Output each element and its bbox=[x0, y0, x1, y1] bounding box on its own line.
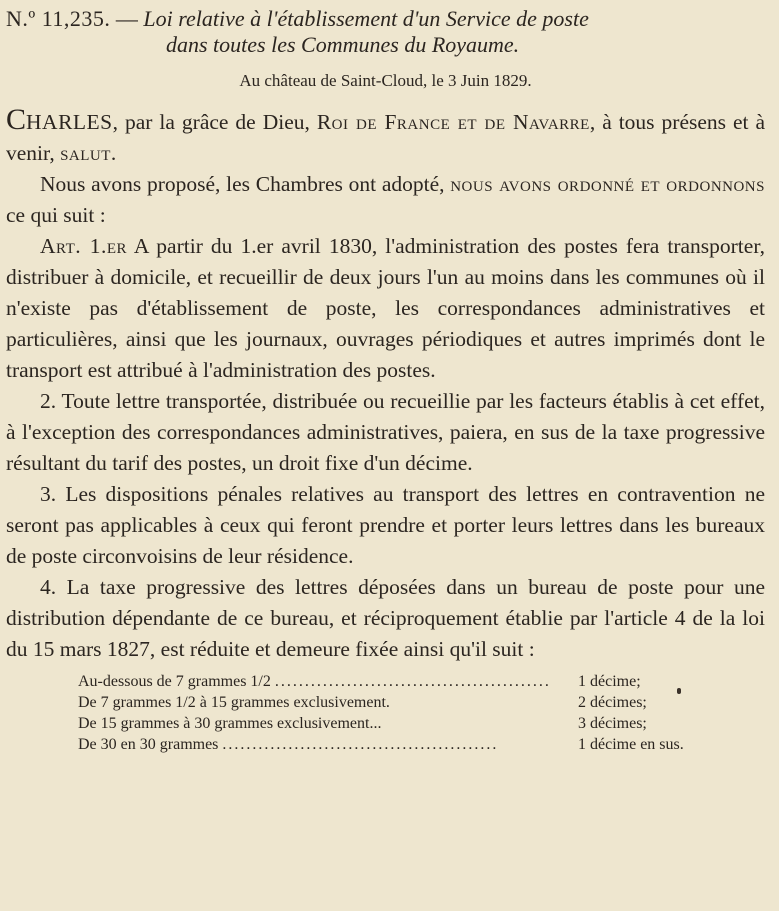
article-label: 4. bbox=[40, 575, 57, 599]
tariff-rate: 3 décimes; bbox=[578, 715, 647, 732]
enact-formula: nous avons ordonné et ordonnons bbox=[450, 172, 765, 196]
article-4 bbox=[6, 572, 765, 665]
law-number: N.º 11,235. bbox=[6, 6, 111, 31]
enact-end: ce qui suit : bbox=[6, 203, 106, 227]
leader-dots bbox=[394, 692, 574, 713]
tariff-rate: 1 décime; bbox=[578, 673, 641, 690]
tariff-row bbox=[78, 671, 688, 692]
tariff-rate: 2 décimes; bbox=[578, 694, 647, 711]
place-date: Au château de Saint-Cloud, le 3 Juin 1829. bbox=[239, 71, 532, 90]
law-title-line2: dans toutes les Communes du Royaume. bbox=[166, 32, 520, 57]
king-title: Roi de France et de Navarre bbox=[316, 110, 590, 134]
article-label: 2. bbox=[40, 389, 57, 413]
article-text: Toute lettre transportée, distribuée ou recueillie par les facteurs établis à cet effet, à l'exception des correspondances administratives, paiera, en sus de la taxe progressive résultant du tarif des postes, un droit fixe d'un décime. bbox=[6, 389, 765, 475]
leader-dots bbox=[385, 713, 574, 734]
enacting-clause bbox=[6, 169, 765, 231]
preamble-text: , par la grâce de Dieu, bbox=[112, 110, 317, 134]
king-name: HARLES bbox=[26, 110, 113, 134]
tariff-row bbox=[78, 692, 688, 713]
ink-blot bbox=[677, 688, 681, 694]
tariff-weight: Au-dessous de 7 grammes 1/2 bbox=[78, 673, 271, 690]
leader-dots: .............................................. bbox=[274, 673, 551, 690]
salut: salut. bbox=[60, 141, 117, 165]
preamble-text-2: , à tous présens et à venir, bbox=[6, 110, 766, 165]
article-label: Art. 1.er bbox=[40, 234, 128, 258]
law-body bbox=[6, 104, 765, 665]
article-1 bbox=[6, 231, 765, 386]
article-text: A partir du 1.er avril 1830, l'administration des postes fera transporter, distribuer à domicile, et recueillir de deux jours l'un au moins dans les communes où il n'existe pas d'établissement de poste, les correspondances administratives et particulières, ainsi que les journaux, ouvrages périodiques et autres imprimés dont le transport est attribué à l'administration des postes. bbox=[6, 234, 765, 382]
article-label: 3. bbox=[40, 482, 57, 506]
enact-text: Nous avons proposé, les Chambres ont adopté, bbox=[40, 172, 451, 196]
article-2 bbox=[6, 386, 765, 479]
article-text: La taxe progressive des lettres déposées dans un bureau de poste pour une distribution dépendante de ce bureau, et réciproquement établie par l'article 4 de la loi du 15 mars 1827, est réduite et demeure fixée ainsi qu'il suit : bbox=[6, 575, 765, 661]
tariff-weight: De 15 grammes à 30 grammes exclusivement... bbox=[78, 715, 382, 732]
header-dash: — bbox=[115, 6, 138, 31]
tariff-weight: De 7 grammes 1/2 à 15 grammes exclusivement. bbox=[78, 694, 390, 711]
tariff-row bbox=[78, 734, 688, 755]
law-header bbox=[6, 6, 765, 32]
drop-initial: C bbox=[6, 103, 27, 136]
leader-dots: .............................................. bbox=[222, 736, 499, 753]
tariff-row bbox=[78, 713, 688, 734]
article-3 bbox=[6, 479, 765, 572]
tariff-weight: De 30 en 30 grammes bbox=[78, 736, 219, 753]
tariff-table bbox=[78, 671, 765, 755]
article-text: Les dispositions pénales relatives au transport des lettres en contravention ne seront pas applicables à ceux qui feront prendre et porter leurs lettres dans les bureaux de poste circonvoisins de leur résidence. bbox=[6, 482, 765, 568]
law-title-line1: Loi relative à l'établissement d'un Service de poste bbox=[143, 6, 589, 31]
tariff-rate: 1 décime en sus. bbox=[578, 736, 684, 753]
preamble bbox=[6, 104, 765, 169]
